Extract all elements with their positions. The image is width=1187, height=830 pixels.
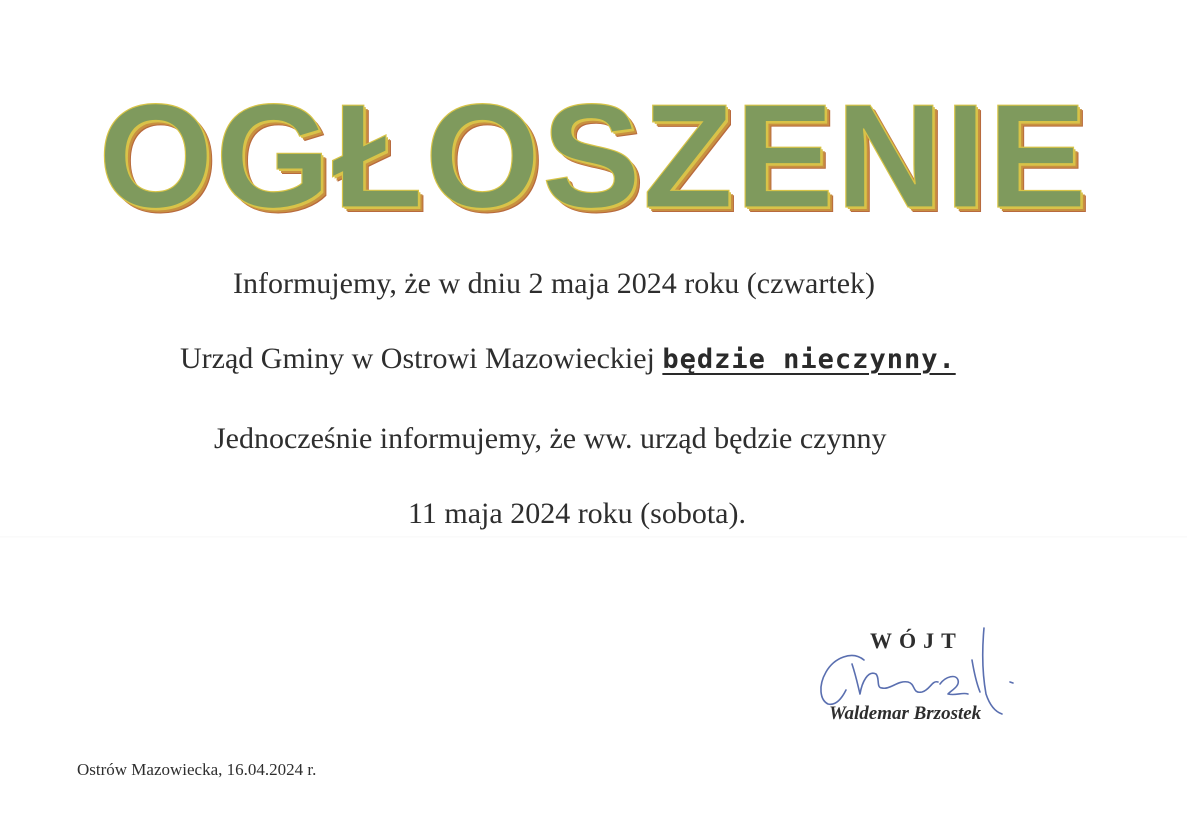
- signatory-name: Waldemar Brzostek: [829, 703, 982, 724]
- body-line-1: Informujemy, że w dniu 2 maja 2024 roku (czwartek): [233, 267, 875, 300]
- paper-fold-line: [0, 536, 1187, 538]
- body-line-3: Jednocześnie informujemy, że ww. urząd będzie czynny: [214, 422, 887, 455]
- body-line-2-text: Urząd Gminy w Ostrowi Mazowieckiej: [180, 342, 663, 375]
- signatory-title: WÓJT: [870, 628, 963, 653]
- announcement-heading: OGŁOSZENIE: [98, 74, 1089, 239]
- place-and-date: Ostrów Mazowiecka, 16.04.2024 r.: [77, 760, 317, 779]
- body-line-4: 11 maja 2024 roku (sobota).: [408, 497, 746, 530]
- body-line-2: [180, 341, 956, 378]
- closed-notice-emphasis: będzie nieczynny.: [662, 344, 956, 375]
